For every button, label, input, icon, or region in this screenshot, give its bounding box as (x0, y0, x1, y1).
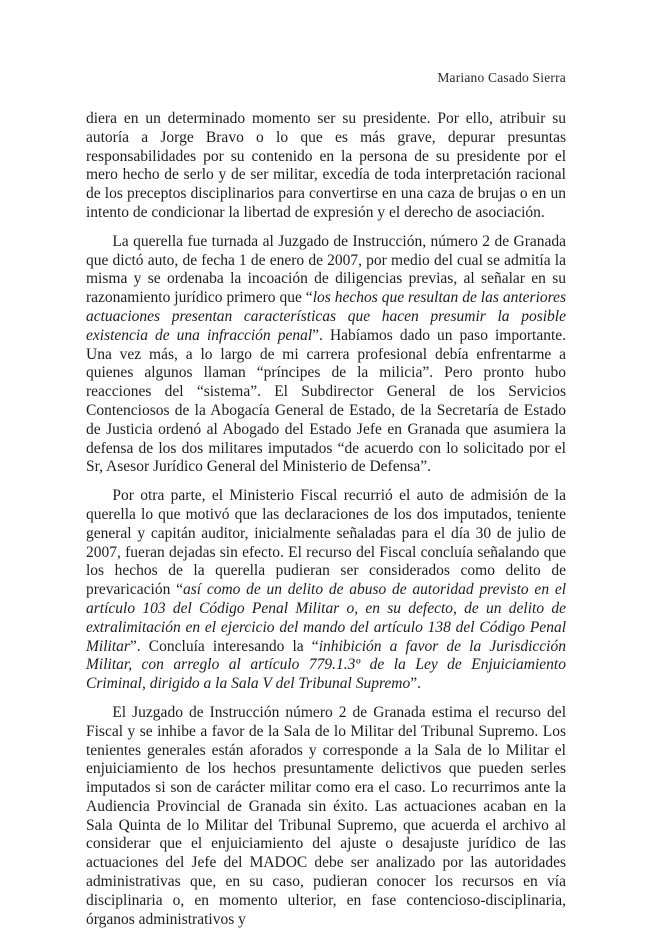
text-run: ”. Habíamos dado un paso importante. Una vez más, a lo largo de mi carrera profesional debía enfrentarme a quienes algunos llaman “príncipes de la milicia”. Pero pronto hubo reacciones del “sistema”. El Subdirector General de los Servicios Contenciosos de la Abogacía General de Estado, de la Secretaría de Estado de Justicia ordenó al Abogado del Estado Jefe en Granada que asumiera la defensa de los dos militares imputados “de acuerdo con lo solicitado por el Sr, Asesor Jurídico General del Ministerio de Defensa”. (86, 326, 567, 476)
paragraph (86, 110, 566, 223)
text-run-italic: así como de un delito de abuso de autoridad previsto en el artículo 103 del Código Penal Militar o, en su defecto, de un delito de extralimitación en el ejercicio del mando del artículo 138 del Código Penal Militar (86, 581, 567, 655)
page-body-text (86, 110, 566, 929)
text-run: ”. (410, 675, 422, 693)
paragraph (86, 704, 566, 929)
text-run: Por otra parte, el Ministerio Fiscal recurrió el auto de admisión de la querella lo que motivó que las declaraciones de los dos imputados, teniente general y capitán auditor, inicialmente señaladas para el día 30 de julio de 2007, fueran dejadas sin efecto. El recurso del Fiscal concluía señalando que los hechos de la querella pudieran ser considerados como delito de prevaricación “ (86, 487, 566, 599)
text-run: ”. Concluía interesando la “ (129, 637, 319, 655)
text-run-italic: los hechos que resultan de las anteriores actuaciones presentan características que hacen presumir la posible existencia de una infracción penal (86, 289, 566, 344)
text-run: La querella fue turnada al Juzgado de Instrucción, número 2 de Granada que dictó auto, de fecha 1 de enero de 2007, por medio del cual se admitía la misma y se ordenaba la incoación de diligencias previas, al señalar en su razonamiento jurídico primero que “ (86, 232, 566, 307)
text-run: diera en un determinado momento ser su presidente. Por ello, atribuir su autoría a Jorge Bravo o lo que es más grave, depurar presuntas responsabilidades por su contenido en la persona de su presidente por el mero hecho de serlo y de ser militar, excedía de toda interpretación racional de los preceptos disciplinarios para convertirse en una caza de brujas o en un intento de condicionar la libertad de expresión y el derecho de asociación. (86, 110, 566, 221)
running-header-author: Mariano Casado Sierra (437, 70, 566, 85)
paragraph (86, 233, 566, 477)
text-run: El Juzgado de Instrucción número 2 de Granada estima el recurso del Fiscal y se inhibe a favor de la Sala de lo Militar del Tribunal Supremo. Los tenientes generales están aforados y corresponde a la Sala de lo Militar el enjuiciamiento de los hechos presuntamente delictivos que pueden serles imputados si son de carácter militar como era el caso. Lo recurrimos ante la Audiencia Provincial de Granada sin éxito. Las actuaciones acaban en la Sala Quinta de lo Militar del Tribunal Supremo, que acuerda el archivo al considerar que el enjuiciamiento del ajuste o desajuste jurídico de las actuaciones del Jefe del MADOC debe ser analizado por las autoridades administrativas que, en su caso, pudieran conocer los recursos en vía disciplinaria o, en momento ulterior, en fase contencioso-disciplinaria, órganos administrativos y (86, 703, 566, 928)
text-run-italic: inhibición a favor de la Jurisdicción Militar, con arreglo al artículo 779.1.3º de la Ley de Enjuiciamiento Criminal, dirigido a la Sala V del Tribunal Supremo (86, 637, 566, 693)
paragraph (86, 487, 566, 694)
